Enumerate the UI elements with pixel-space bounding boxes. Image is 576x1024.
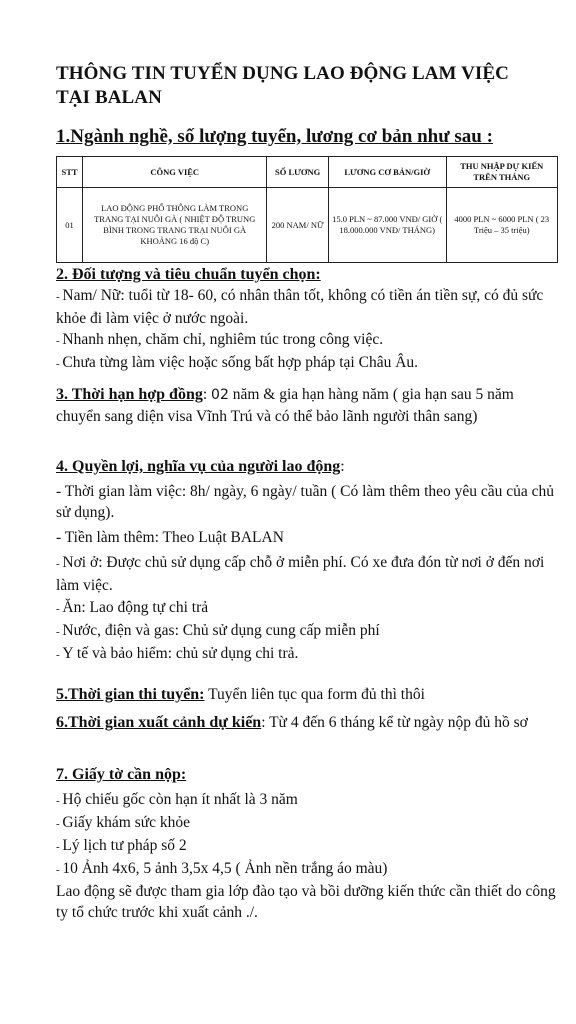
table-header-row	[57, 157, 558, 188]
list-item: - Giấy khám sức khỏe	[56, 814, 191, 831]
table-header-income: THU NHẬP DỰ KIẾN TRÊN THÁNG	[446, 157, 557, 188]
list-item: - Tiền làm thêm: Theo Luật BALAN	[56, 529, 284, 546]
list-item: - Thời gian làm việc: 8h/ ngày, 6 ngày/ tuần ( Có làm thêm theo yêu cầu của chủ sử dụng).	[56, 483, 555, 521]
section7-heading: 7. Giấy tờ cần nộp:	[56, 766, 187, 783]
section6: 6.Thời gian xuất cảnh dự kiến: Từ 4 đến 6 tháng kể từ ngày nộp đủ hồ sơ	[56, 714, 528, 731]
list-item: - Nước, điện và gas: Chủ sử dụng cung cấp miễn phí	[56, 622, 380, 639]
table-row	[57, 188, 558, 263]
table-cell-stt: 01	[57, 188, 83, 263]
closing-paragraph: Lao động sẽ được tham gia lớp đào tạo và bồi dưỡng kiến thức cần thiết do công ty tổ chức trước khi xuất cảnh ./.	[56, 883, 556, 921]
list-item: - Y tế và bảo hiểm: chủ sử dụng chi trả.	[56, 645, 299, 662]
list-item: - Hộ chiếu gốc còn hạn ít nhất là 3 năm	[56, 791, 298, 808]
section2	[56, 264, 556, 375]
table-cell-income: 4000 PLN ~ 6000 PLN ( 23 Triệu – 35 triệu)	[446, 188, 557, 263]
list-item: - Lý lịch tư pháp số 2	[56, 837, 187, 854]
list-item: - Nơi ở: Được chủ sử dụng cấp chỗ ở miễn phí. Có xe đưa đón từ nơi ở đến nơi làm việc.	[56, 554, 545, 594]
section5: 5.Thời gian thi tuyển: Tuyển liên tục qua form đủ thì thôi	[56, 686, 425, 703]
section2-heading: 2. Đối tượng và tiêu chuẩn tuyển chọn:	[56, 266, 321, 283]
table-cell-quantity: 200 NAM/ NỮ	[267, 188, 328, 263]
table-cell-job: LAO ĐỘNG PHỔ THÔNG LÀM TRONG TRANG TẠI NUÔI GÀ ( NHIỆT ĐỘ TRUNG BÌNH TRONG TRANG TRẠI NUÔI GÀ KHOẢNG 16 độ C)	[83, 188, 267, 263]
table-header-quantity: SỐ LƯƠNG	[267, 157, 328, 188]
section1-heading: 1.Ngành nghề, số lượng tuyển, lương cơ bản như sau :	[56, 126, 493, 147]
list-item: - Nam/ Nữ: tuổi từ 18- 60, có nhân thân tốt, không có tiền án tiền sự, có đủ sức khỏe đi làm việc ở nước ngoài.	[56, 287, 544, 327]
list-item: - 10 Ảnh 4x6, 5 ảnh 3,5x 4,5 ( Ảnh nền trắng áo màu)	[56, 860, 388, 877]
list-item: - Ăn: Lao động tự chi trả	[56, 599, 209, 616]
section3-heading: 3. Thời hạn hợp đồng	[56, 386, 203, 403]
section6-heading: 6.Thời gian xuất cảnh dự kiến	[56, 714, 262, 731]
list-item: - Chưa từng làm việc hoặc sống bất hợp pháp tại Châu Âu.	[56, 354, 419, 371]
section4-heading: 4. Quyền lợi, nghĩa vụ của người lao động	[56, 458, 341, 475]
list-item: - Nhanh nhẹn, chăm chỉ, nghiêm túc trong công việc.	[56, 331, 384, 348]
section7	[56, 764, 556, 923]
section3: 3. Thời hạn hợp đồng: 02 năm & gia hạn hàng năm ( gia hạn sau 5 năm chuyển sang diện visa Vĩnh Trú và có thể bảo lãnh người thân sang)	[56, 386, 514, 425]
table-header-job: CÔNG VIỆC	[83, 157, 267, 188]
table-header-salary: LƯƠNG CƠ BẢN/GIỜ	[328, 157, 446, 188]
section4: 4. Quyền lợi, nghĩa vụ của người lao động: - Thời gian làm việc: 8h/ ngày, 6 ngày/ tuần ( Có làm thêm theo yêu cầu của chủ sử dụng). - Tiền làm thêm: Theo Luật BALAN - Nơi ở: Được chủ sử dụng cấp chỗ ở miễn phí. Có xe đưa đón từ nơi ở đến nơi làm việc. - Ăn: Lao động tự chi trả - Nước, điện và gas: Chủ sử dụng cung cấp miễn phí - Y tế và bảo hiểm: chủ sử dụng chi trả.	[56, 456, 556, 666]
contract-years: 02	[211, 387, 229, 403]
document-title: THÔNG TIN TUYỂN DỤNG LAO ĐỘNG LAM VIỆC TẠI BALAN	[56, 63, 509, 108]
table-cell-salary: 15.0 PLN ~ 87.000 VNĐ/ GIỜ ( 18.000.000 VNĐ/ THÁNG)	[328, 188, 446, 263]
section5-heading: 5.Thời gian thi tuyển:	[56, 686, 205, 703]
table-header-stt: STT	[57, 157, 83, 188]
job-table	[56, 156, 558, 263]
